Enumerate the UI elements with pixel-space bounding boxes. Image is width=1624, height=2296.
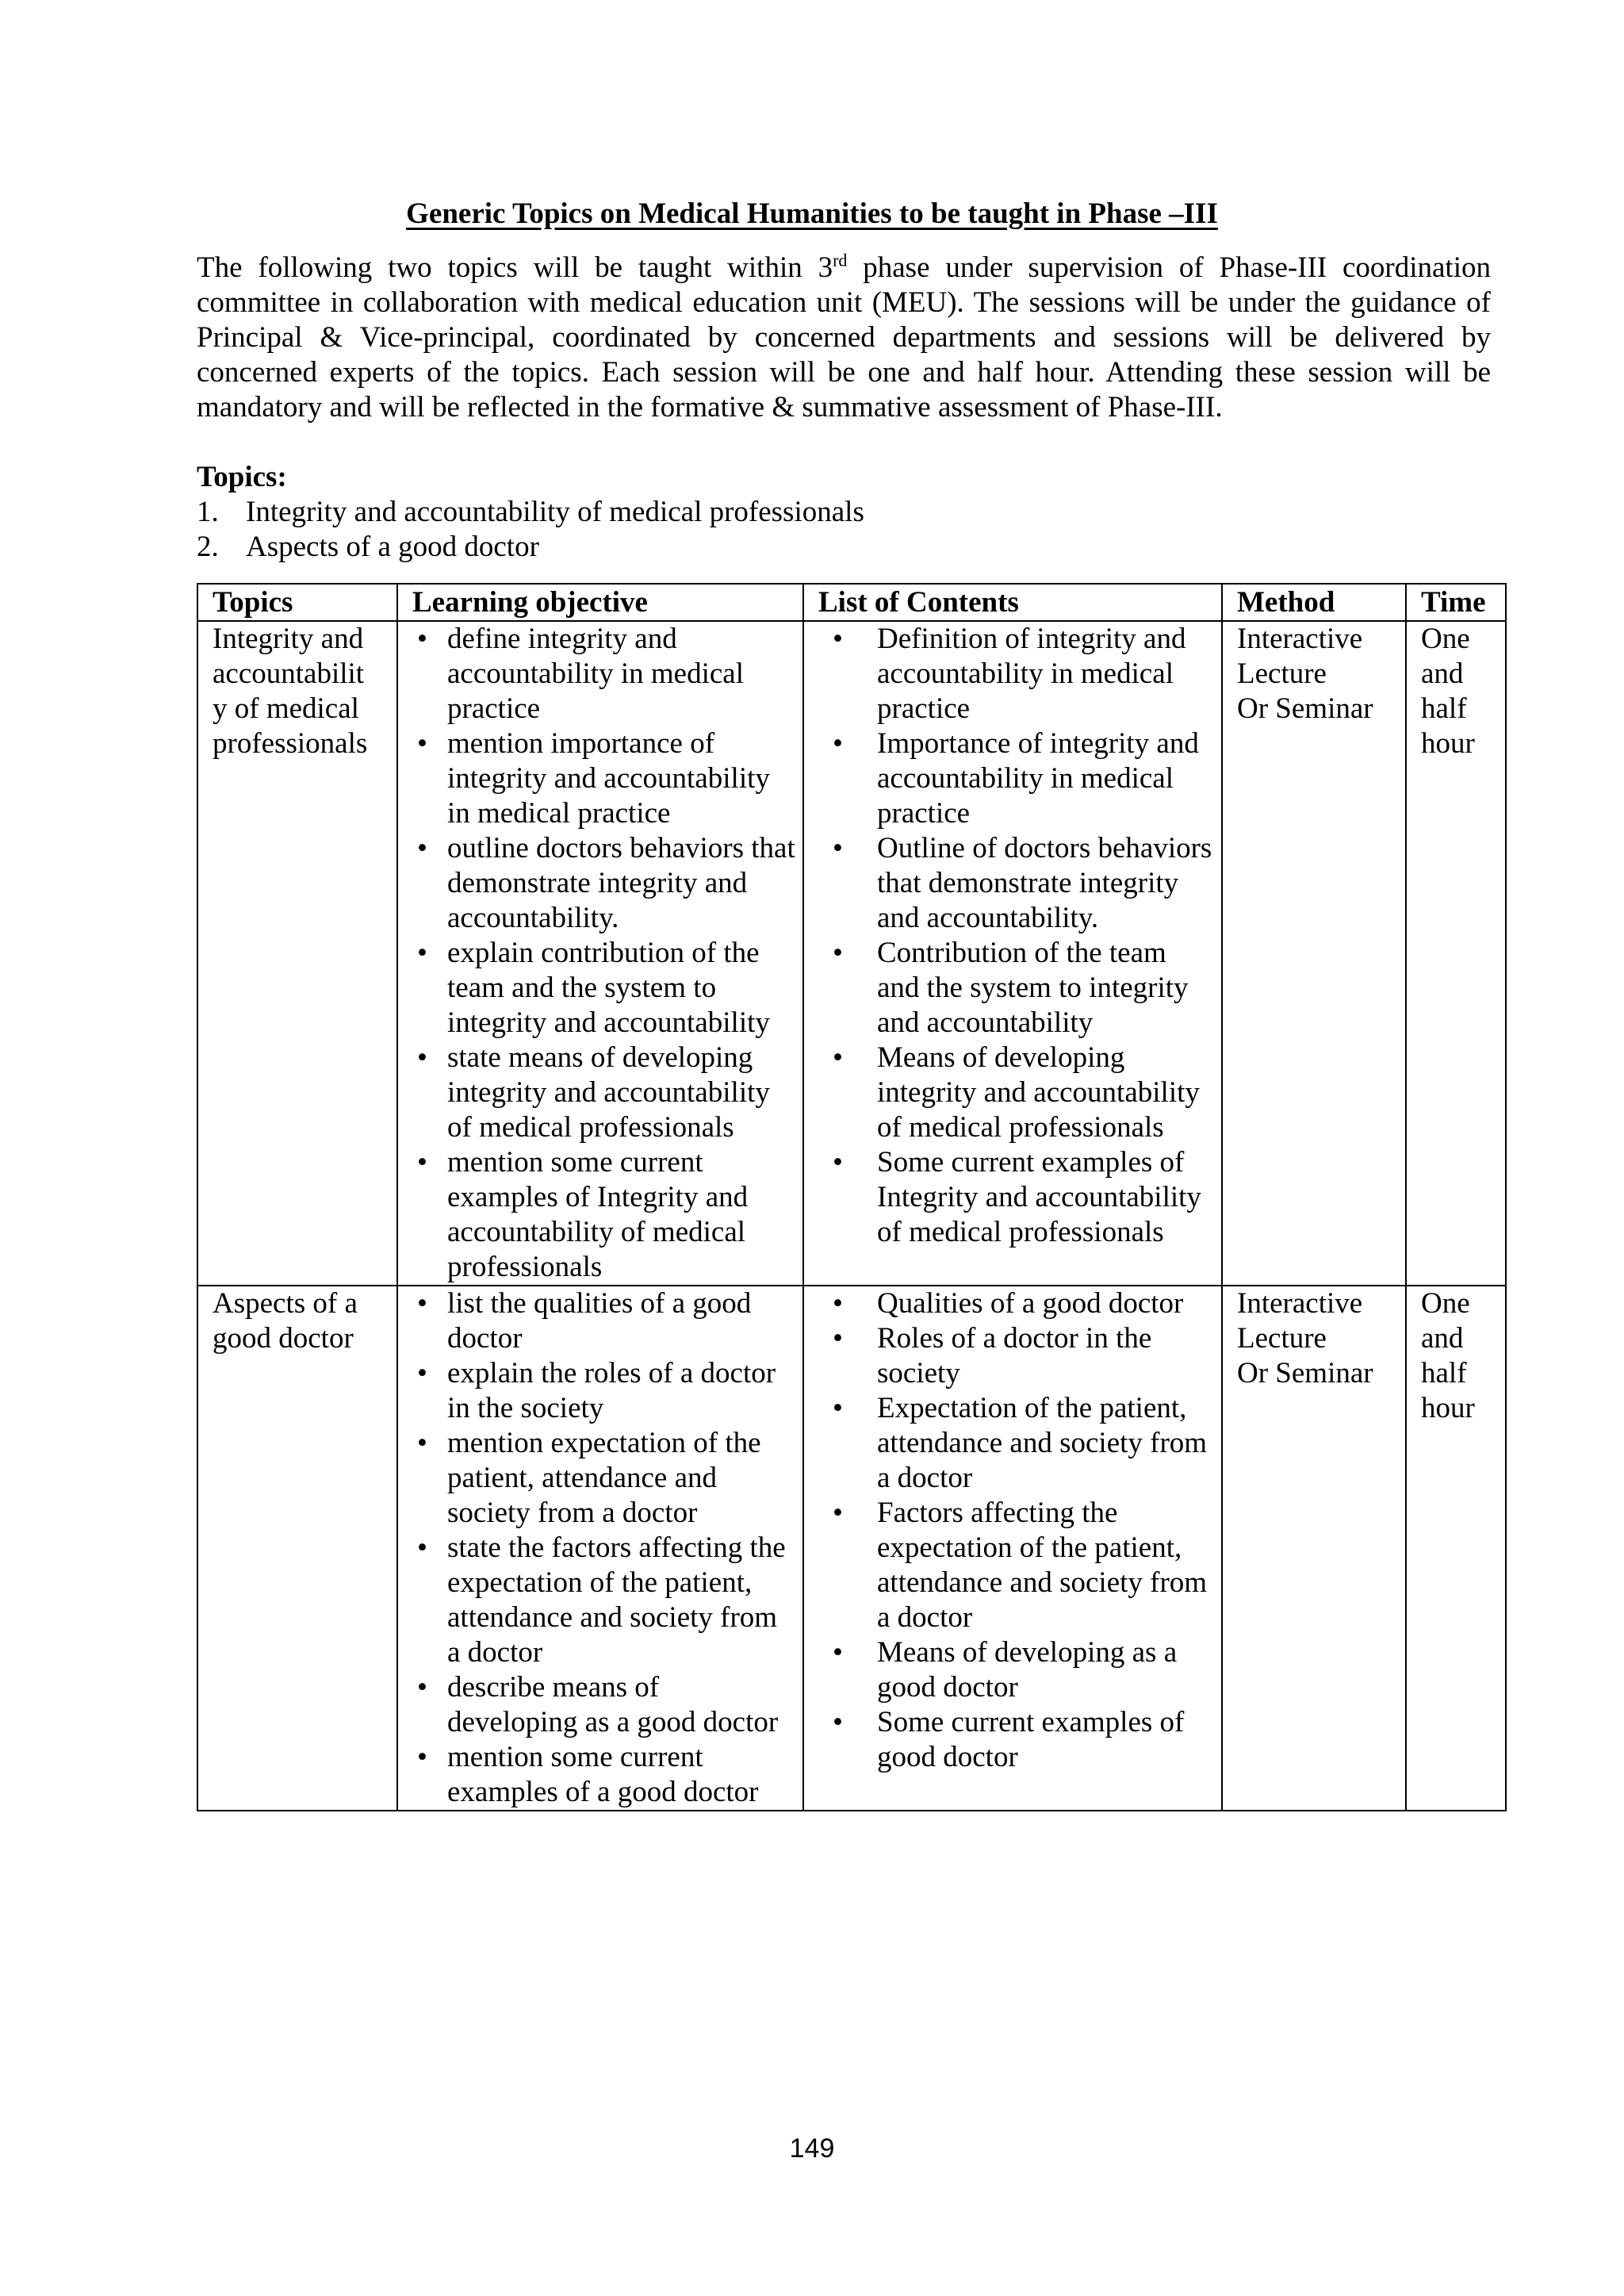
column-header-list-of-contents: List of Contents	[803, 584, 1222, 621]
content-item: • Contribution of the team and the system to integrity and accountability	[818, 936, 1215, 1041]
method-cell	[1222, 621, 1406, 1286]
column-header-method: Method	[1222, 584, 1406, 621]
objectives-list	[412, 1286, 796, 1810]
topic-name: Integrity and accountabilit y of medical professionals	[213, 623, 368, 760]
time-line: One	[1421, 1287, 1470, 1320]
topic-text: Integrity and accountability of medical professionals	[246, 496, 864, 528]
time-line: One	[1421, 623, 1470, 655]
page-number: 149	[789, 2133, 835, 2164]
topic-number: 2.	[197, 531, 219, 563]
content-item: • Some current examples of Integrity and accountability of medical professionals	[818, 1145, 1215, 1250]
objective-item: • list the qualities of a good doctor	[412, 1286, 796, 1356]
topic-list-item	[197, 495, 864, 530]
method-line: Interactive	[1237, 1287, 1363, 1320]
time-line: half	[1421, 1357, 1467, 1389]
topics-heading: Topics:	[197, 461, 287, 493]
objective-item: • mention some current examples of Integrity and accountability of medical professionals	[412, 1145, 796, 1285]
method-line: Or Seminar	[1237, 1357, 1373, 1389]
time-line: and	[1421, 1322, 1464, 1355]
intro-text-start: The following two topics will be taught within 3	[197, 251, 833, 284]
topic-cell	[197, 621, 397, 1286]
objectives-cell	[397, 621, 803, 1286]
table-row	[197, 1286, 1506, 1811]
objective-item: • outline doctors behaviors that demonstrate integrity and accountability.	[412, 831, 796, 936]
topic-name: Aspects of a good doctor	[213, 1287, 358, 1355]
objectives-list	[412, 622, 796, 1285]
content-item: • Importance of integrity and accountability in medical practice	[818, 726, 1215, 831]
content-item: • Outline of doctors behaviors that demonstrate integrity and accountability.	[818, 831, 1215, 936]
contents-cell	[803, 621, 1222, 1286]
contents-list	[818, 1286, 1215, 1775]
content-item: • Definition of integrity and accountability in medical practice	[818, 622, 1215, 726]
objective-item: • explain the roles of a doctor in the society	[412, 1356, 796, 1426]
time-line: half	[1421, 692, 1467, 725]
method-line: Or Seminar	[1237, 692, 1373, 725]
topic-text: Aspects of a good doctor	[246, 531, 539, 563]
page-title: Generic Topics on Medical Humanities to be taught in Phase –III	[406, 197, 1218, 230]
objective-item: • define integrity and accountability in medical practice	[412, 622, 796, 726]
intro-text-rest: phase under supervision of Phase-III coordination committee in collaboration with medical education unit (MEU). The sessions will be under the guidance of Principal & Vice-principal, coordinated by concerned departments and sessions will be delivered by concerned experts of the topics. Each session will be one and half hour. Attending these session will be mandatory and will be reflected in the formative & summative assessment of Phase-III.	[197, 251, 1491, 424]
objective-item: • mention expectation of the patient, attendance and society from a doctor	[412, 1426, 796, 1531]
objective-item: • state the factors affecting the expectation of the patient, attendance and society from a doctor	[412, 1531, 796, 1670]
objective-item: • describe means of developing as a good doctor	[412, 1670, 796, 1740]
column-header-time: Time	[1406, 584, 1506, 621]
contents-cell	[803, 1286, 1222, 1811]
contents-list	[818, 622, 1215, 1250]
method-line: Interactive	[1237, 623, 1363, 655]
objective-item: • state means of developing integrity and accountability of medical professionals	[412, 1041, 796, 1145]
time-cell	[1406, 621, 1506, 1286]
time-line: hour	[1421, 727, 1475, 760]
time-line: and	[1421, 657, 1464, 690]
table-row	[197, 621, 1506, 1286]
intro-paragraph	[197, 251, 1491, 425]
topics-table	[197, 583, 1507, 1811]
content-item: • Qualities of a good doctor	[818, 1286, 1215, 1321]
topics-list	[197, 495, 864, 565]
column-header-learning-objective: Learning objective	[397, 584, 803, 621]
column-header-topics: Topics	[197, 584, 397, 621]
method-cell	[1222, 1286, 1406, 1811]
objective-item: • explain contribution of the team and the system to integrity and accountability	[412, 936, 796, 1041]
content-item: • Some current examples of good doctor	[818, 1705, 1215, 1775]
content-item: • Means of developing as a good doctor	[818, 1635, 1215, 1705]
objectives-cell	[397, 1286, 803, 1811]
time-line: hour	[1421, 1392, 1475, 1424]
method-line: Lecture	[1237, 1322, 1327, 1355]
content-item: • Factors affecting the expectation of the patient, attendance and society from a doctor	[818, 1496, 1215, 1635]
topic-list-item	[197, 530, 864, 565]
table-header-row	[197, 584, 1506, 621]
topic-cell	[197, 1286, 397, 1811]
method-line: Lecture	[1237, 657, 1327, 690]
content-item: • Expectation of the patient, attendance and society from a doctor	[818, 1391, 1215, 1496]
content-item: • Roles of a doctor in the society	[818, 1321, 1215, 1391]
time-cell	[1406, 1286, 1506, 1811]
objective-item: • mention some current examples of a good doctor	[412, 1740, 796, 1810]
ordinal-suffix: rd	[833, 250, 848, 270]
topic-number: 1.	[197, 496, 219, 528]
objective-item: • mention importance of integrity and accountability in medical practice	[412, 726, 796, 831]
content-item: • Means of developing integrity and accountability of medical professionals	[818, 1041, 1215, 1145]
